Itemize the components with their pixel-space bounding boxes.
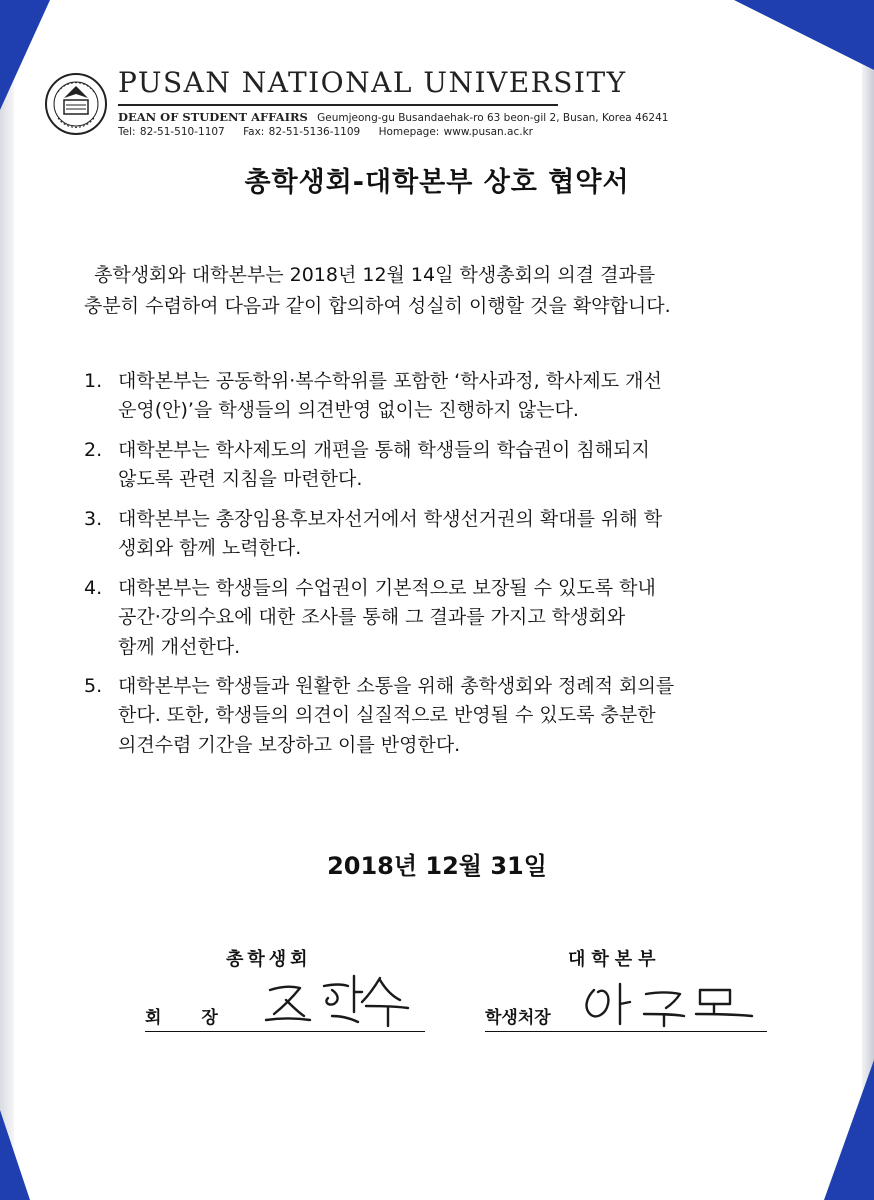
office-tel: Tel: 82-51-510-1107 [118, 126, 225, 138]
document-title: 총학생회-대학본부 상호 협약서 [244, 167, 630, 198]
item-number: 5. [84, 674, 103, 697]
item-number: 1. [84, 370, 103, 392]
letterhead-rule [118, 104, 558, 106]
item-line: 한다. 또한, 학생들의 의견이 실질적으로 반영될 수 있도록 충분한 [118, 704, 656, 727]
item-number: 3. [84, 507, 103, 530]
letterhead-office-line [118, 110, 668, 124]
item-line: 대학본부는 학생들의 수업권이 기본적으로 보장될 수 있도록 학내 [118, 576, 656, 599]
item-line: 않도록 관련 지침을 마련한다. [118, 468, 363, 491]
intro-line: 총학생회와 대학본부는 2018년 12월 14일 학생총회의 의결 결과를 [94, 264, 656, 286]
agreement-item-3 [84, 505, 784, 564]
dean-signature [580, 980, 760, 1032]
item-line: 함께 개선한다. [118, 635, 241, 658]
agreement-item-5 [84, 672, 784, 760]
item-line: 대학본부는 학생들과 원활한 소통을 위해 총학생회와 정례적 회의를 [118, 674, 675, 697]
university-hq-label: 대학본부 [568, 949, 662, 970]
letterhead-contact-line [118, 126, 547, 138]
item-line: 의견수렴 기간을 보장하고 이를 반영한다. [118, 733, 461, 756]
item-line: 대학본부는 공동학위·복수학위를 포함한 ‘학사과정, 학사제도 개선 [118, 370, 662, 392]
intro-paragraph [84, 260, 789, 322]
agreement-date: 2018년 12월 31일 [327, 852, 547, 880]
signature-underline [145, 1031, 425, 1033]
item-number: 4. [84, 576, 103, 599]
office-homepage: Homepage: www.pusan.ac.kr [378, 126, 533, 138]
item-line: 운영(안)’을 학생들의 의견반영 없이는 진행하지 않는다. [118, 399, 579, 422]
student-council-label: 총학생회 [226, 949, 312, 970]
item-line: 생회와 함께 노력한다. [118, 537, 302, 560]
dean-role-label: 학생처장 [485, 1008, 551, 1028]
agreement-item-1 [84, 367, 784, 426]
item-number: 2. [84, 438, 103, 461]
item-line: 대학본부는 총장임용후보자선거에서 학생선거권의 확대를 위해 학 [118, 507, 663, 530]
president-signature [262, 968, 422, 1030]
office-fax: Fax: 82-51-5136-1109 [243, 126, 361, 138]
university-seal-icon [44, 72, 108, 136]
agreement-items [84, 367, 784, 770]
folder-corner-top-left [0, 0, 50, 110]
intro-line: 충분히 수렴하여 다음과 같이 합의하여 성실히 이행할 것을 확약합니다. [84, 294, 671, 317]
office-address: Geumjeong-gu Busandaehak-ro 63 beon-gil 2, Busan, Korea 46241 [317, 112, 669, 124]
agreement-item-2 [84, 436, 784, 495]
folder-corner-bottom-right [824, 1060, 874, 1200]
office-name: DEAN OF STUDENT AFFAIRS [118, 110, 308, 124]
president-role-label: 회 장 [145, 1008, 218, 1028]
item-line: 공간·강의수요에 대한 조사를 통해 그 결과를 가지고 학생회와 [118, 606, 626, 629]
folder-corner-bottom-left [0, 1110, 30, 1200]
university-name: PUSAN NATIONAL UNIVERSITY [118, 66, 627, 99]
agreement-item-4 [84, 574, 784, 662]
folder-corner-top-right [734, 0, 874, 70]
item-line: 대학본부는 학사제도의 개편을 통해 학생들의 학습권이 침해되지 [118, 438, 650, 461]
